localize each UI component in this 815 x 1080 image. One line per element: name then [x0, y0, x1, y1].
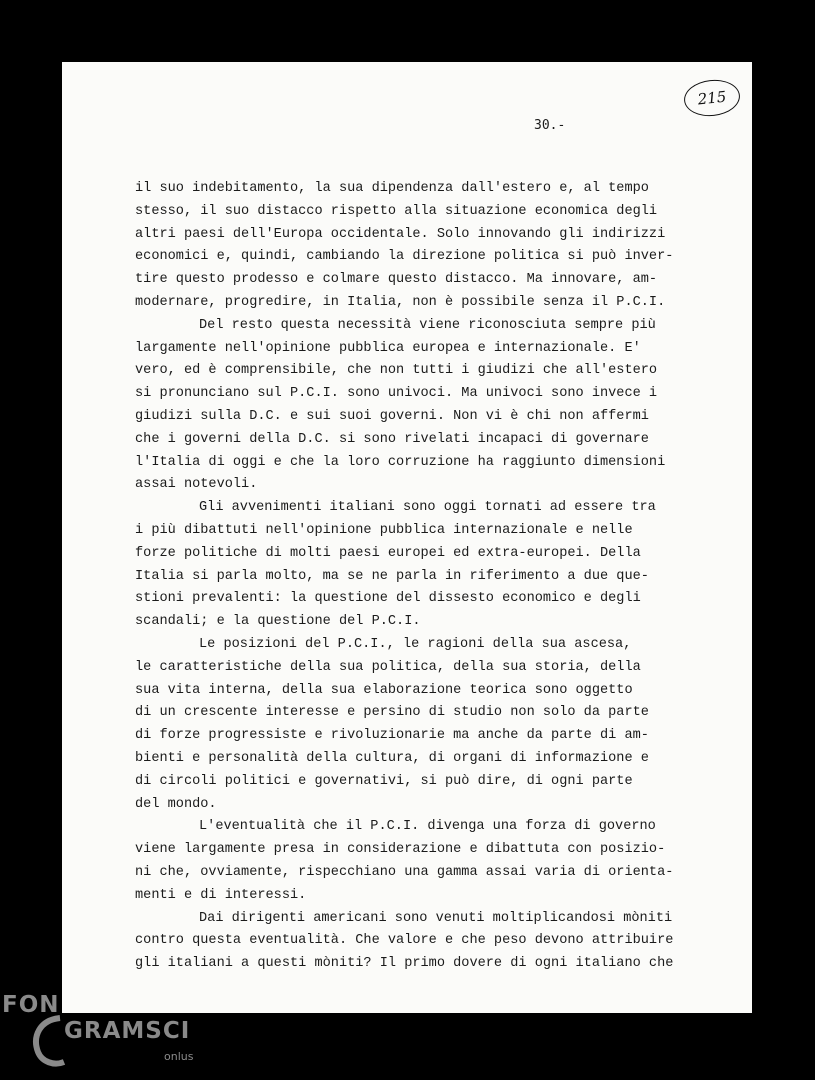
text-line: giudizi sulla D.C. e sui suoi governi. Non vi è chi non affermi: [135, 408, 649, 424]
archive-stamp: 215: [682, 77, 741, 119]
text-line: altri paesi dell'Europa occidentale. Solo innovando gli indirizzi: [135, 226, 666, 242]
document-page: [62, 62, 752, 1013]
text-line: L'eventualità che il P.C.I. divenga una forza di governo: [199, 819, 656, 835]
text-line: si pronunciano sul P.C.I. sono univoci. Ma univoci sono invece i: [135, 386, 658, 402]
text-line: stesso, il suo distacco rispetto alla situazione economica degli: [135, 203, 658, 219]
text-line: sua vita interna, della sua elaborazione teorica sono oggetto: [135, 682, 633, 698]
text-line: l'Italia di oggi e che la loro corruzione ha raggiunto dimensioni: [135, 454, 666, 470]
text-line: menti e di interessi.: [135, 887, 307, 903]
text-line: Le posizioni del P.C.I., le ragioni della sua ascesa,: [199, 636, 632, 652]
text-line: economici e, quindi, cambiando la direzione politica si può inver-: [135, 249, 674, 265]
text-line: forze politiche di molti paesi europei ed extra-europei. Della: [135, 545, 641, 561]
text-line: tire questo prodesso e colmare questo distacco. Ma innovare, am-: [135, 272, 658, 288]
text-line: del mondo.: [135, 796, 217, 812]
text-line: viene largamente presa in considerazione e dibattuta con posizio-: [135, 842, 666, 858]
text-line: di forze progressiste e rivoluzionarie ma anche da parte di am-: [135, 728, 649, 744]
text-line: che i governi della D.C. si sono rivelati incapaci di governare: [135, 431, 649, 447]
text-line: Gli avvenimenti italiani sono oggi tornati ad essere tra: [199, 500, 656, 516]
text-line: ni che, ovviamente, rispecchiano una gamma assai varia di orienta-: [135, 864, 674, 880]
text-line: vero, ed è comprensibile, che non tutti i giudizi che all'estero: [135, 363, 658, 379]
fondazione-gramsci-logo: [0, 988, 220, 1080]
text-line: il suo indebitamento, la sua dipendenza dall'estero e, al tempo: [135, 181, 649, 196]
text-line: Italia si parla molto, ma se ne parla in riferimento a due que-: [135, 568, 649, 584]
text-line: bienti e personalità della cultura, di organi di informazione e: [135, 750, 649, 766]
text-line: scandali; e la questione del P.C.I.: [135, 614, 421, 630]
text-line: i più dibattuti nell'opinione pubblica internazionale e nelle: [135, 522, 633, 538]
text-line: di un crescente interesse e persino di studio non solo da parte: [135, 705, 649, 721]
text-line: assai notevoli.: [135, 477, 258, 493]
text-line: di circoli politici e governativi, si può dire, di ogni parte: [135, 773, 633, 789]
text-line: gli italiani a questi mòniti? Il primo dovere di ogni italiano che: [135, 956, 674, 972]
text-line: modernare, progredire, in Italia, non è possibile senza il P.C.I.: [135, 294, 666, 310]
text-line: Dai dirigenti americani sono venuti moltiplicandosi mòniti: [199, 910, 673, 926]
body-text: [135, 178, 745, 976]
text-line: Del resto questa necessità viene riconosciuta sempre più: [199, 317, 656, 333]
text-line: largamente nell'opinione pubblica europea e internazionale. E': [135, 340, 641, 356]
logo-text-gramsci: GRAMSCI: [64, 1018, 191, 1044]
page-number: 30.-: [534, 118, 566, 133]
text-line: contro questa eventualità. Che valore e che peso devono attribuire: [135, 933, 674, 949]
logo-text-onlus: onlus: [164, 1050, 194, 1063]
logo-text-fon: FON: [2, 992, 60, 1018]
text-line: stioni prevalenti: la questione del dissesto economico e degli: [135, 591, 641, 607]
text-line: le caratteristiche della sua politica, della sua storia, della: [135, 659, 641, 675]
